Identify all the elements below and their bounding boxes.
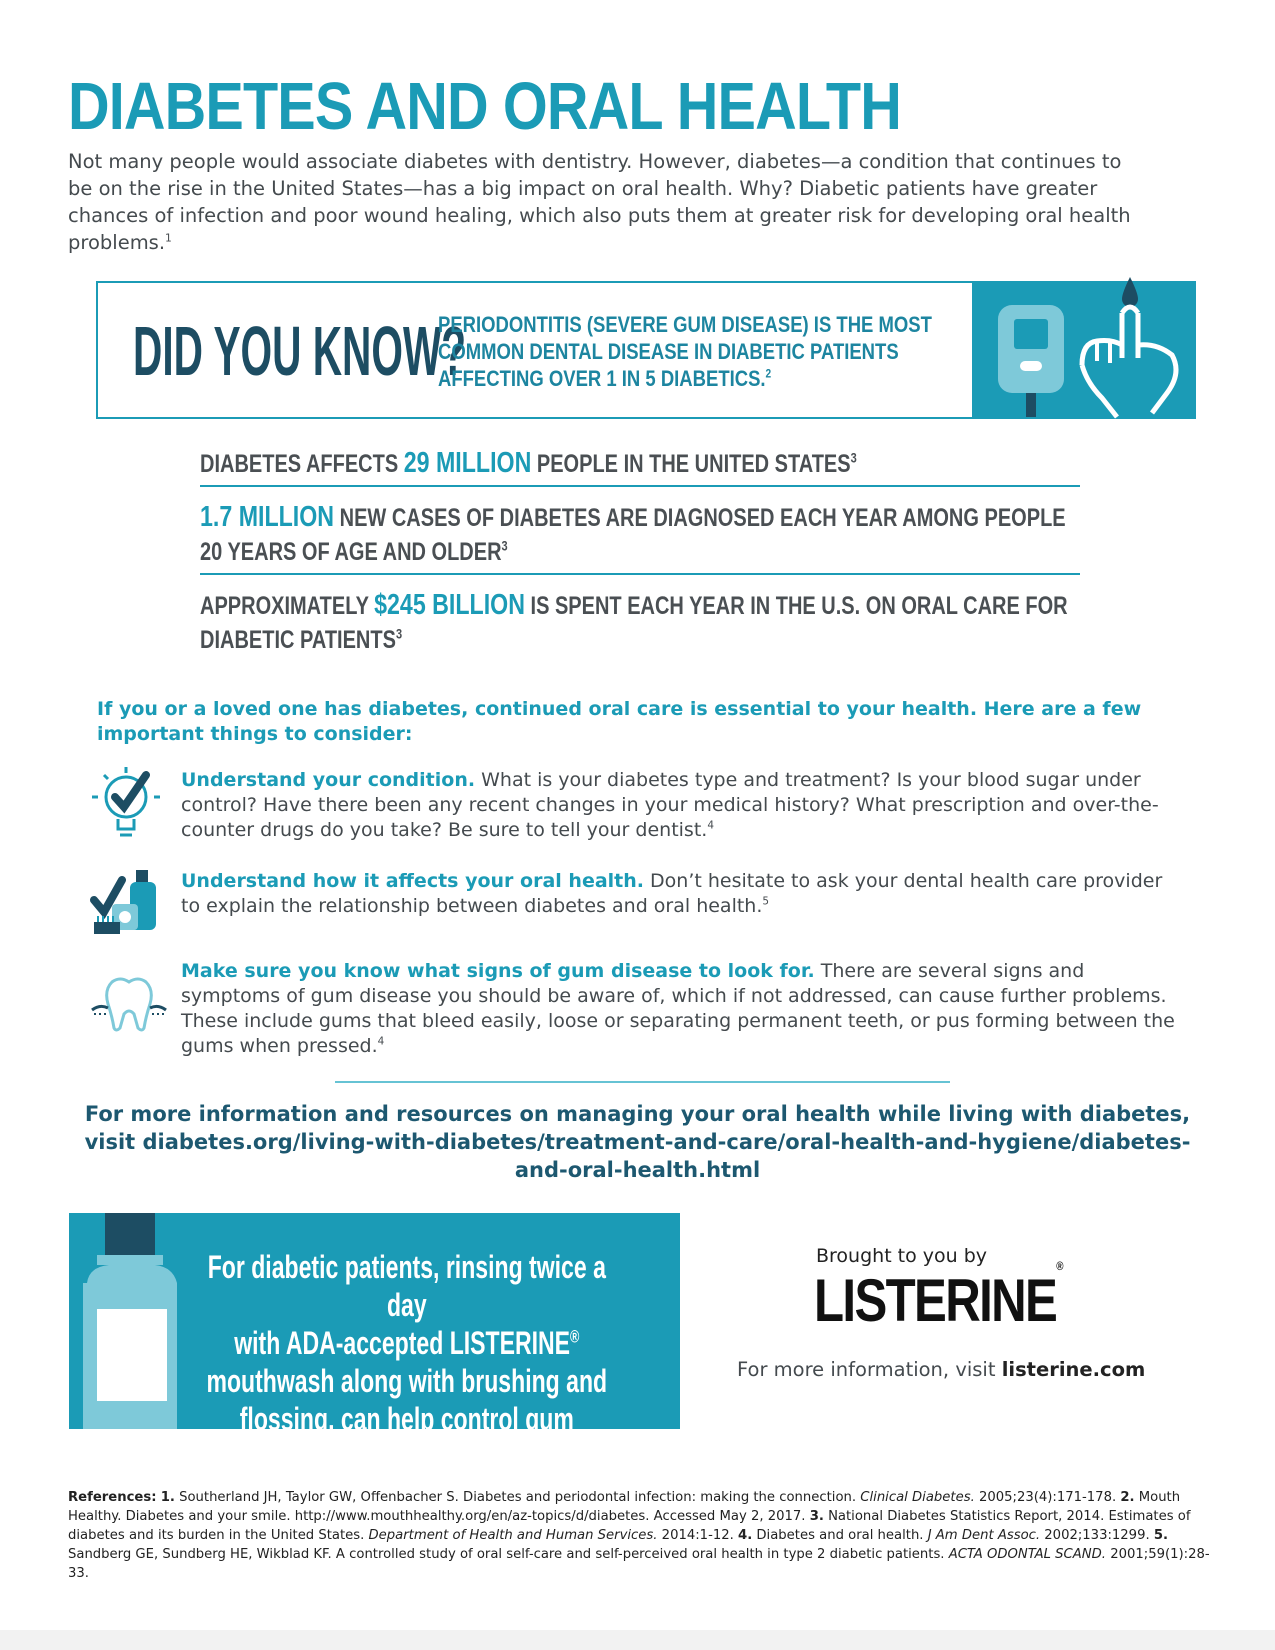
did-you-know-fact: PERIODONTITIS (SEVERE GUM DISEASE) IS THE MOST COMMON DENTAL DISEASE IN DIABETIC PATIENTS AFFECTING OVER 1 IN 5 DIABETICS.$^2$ — [438, 312, 932, 391]
dental-products-check-icon — [90, 864, 166, 944]
stat-divider — [200, 485, 1080, 487]
listerine-link[interactable]: listerine.com — [1001, 1358, 1146, 1381]
page-title: DIABETES AND ORAL HEALTH — [68, 69, 902, 144]
section-divider — [335, 1081, 950, 1083]
diabetes-org-link[interactable]: diabetes.org/living-with-diabetes/treatment-and-care/oral-health-and-hygiene/diabetes-and-oral-health.html — [142, 1130, 1191, 1182]
brought-to-you-by: Brought to you by — [816, 1245, 988, 1267]
stat-new-cases: 1.7 MILLION NEW CASES OF DIABETES ARE DIAGNOSED EACH YEAR AMONG PEOPLE 20 YEARS OF AGE AND OLDER$^3$ — [200, 501, 1066, 566]
tooth-icon — [90, 974, 168, 1034]
promo-text: For diabetic patients, rinsing twice a day with ADA-accepted LISTERINE® mouthwash along with brushing and flossing, can help control gum disease.$^4$ — [206, 1249, 608, 1475]
lightbulb-check-icon — [90, 763, 162, 843]
listerine-visit: For more information, visit listerine.com — [737, 1358, 1146, 1381]
did-you-know-icon-panel — [972, 283, 1194, 417]
stat-divider — [200, 573, 1080, 575]
tip-understand-condition: Understand your condition. What is your diabetes type and treatment? Is your blood sugar under control? Have there been any recent changes in your medical history? What prescription and over-the-counter drugs do you take? Be sure to tell your dentist.$^4$ — [181, 769, 1159, 841]
page-bottom-edge — [0, 1630, 1275, 1650]
lead-paragraph: If you or a loved one has diabetes, continued oral care is essential to your health. Here are a few important things to consider: — [97, 698, 1142, 745]
tip-gum-disease-signs: Make sure you know what signs of gum disease to look for. There are several signs and symptoms of gum disease you should be aware of, which if not addressed, can cause further problems. These include gums that bleed easily, loose or separating permanent teeth, or pus forming between the gums when pressed.$^4$ — [181, 960, 1175, 1057]
listerine-logo: LISTERINE® — [814, 1259, 1064, 1334]
stat-oral-care-cost: APPROXIMATELY $245 BILLION IS SPENT EACH YEAR IN THE U.S. ON ORAL CARE FOR DIABETIC PATIENTS$^3$ — [200, 589, 1068, 654]
did-you-know-heading: DID YOU KNOW? — [133, 312, 467, 390]
did-you-know-box — [96, 281, 1196, 419]
references: References: 1. Southerland JH, Taylor GW, Offenbacher S. Diabetes and periodontal infection: making the connection. Clinical Diabetes. 2005;23(4):171-178. 2. Mouth Healthy. Diabetes and your smile. http://www.mouthhealthy.org/en/az-topics/d/diabetes. Accessed May 2, 2017. 3. National Diabetes Statistics Report, 2014. Estimates of diabetes and its burden in the United States. Department of Health and Human Services. 2014:1-12. 4. Diabetes and oral health. J Am Dent Assoc. 2002;133:1299. 5. Sandberg GE, Sundberg HE, Wikblad KF. A controlled study of oral self-care and self-perceived oral health in type 2 diabetic patients. ACTA ODONTAL SCAND. 2001;59(1):28-33. — [68, 1490, 1210, 1581]
glucose-meter-finger-icon — [972, 283, 1194, 417]
stat-diabetes-affects: DIABETES AFFECTS 29 MILLION PEOPLE IN THE UNITED STATES$^3$ — [200, 447, 857, 479]
intro-paragraph: Not many people would associate diabetes with dentistry. However, diabetes—a condition that continues to be on the rise in the United States—has a big impact on oral health. Why? Diabetic patients have greater chances of infection and poor wound healing, which also puts them at greater risk for developing oral health problems.$^1$ — [68, 150, 1131, 254]
tip-oral-health-effects: Understand how it affects your oral health. Don’t hesitate to ask your dental health care provider to explain the relationship between diabetes and oral health.$^5$ — [181, 870, 1163, 917]
more-info: For more information and resources on managing your oral health while living with diabetes, visit diabetes.org/living-with-diabetes/treatment-and-care/oral-health-and-hygiene/diabetes-and-oral-health.html — [84, 1102, 1191, 1182]
promo-banner — [69, 1213, 680, 1475]
